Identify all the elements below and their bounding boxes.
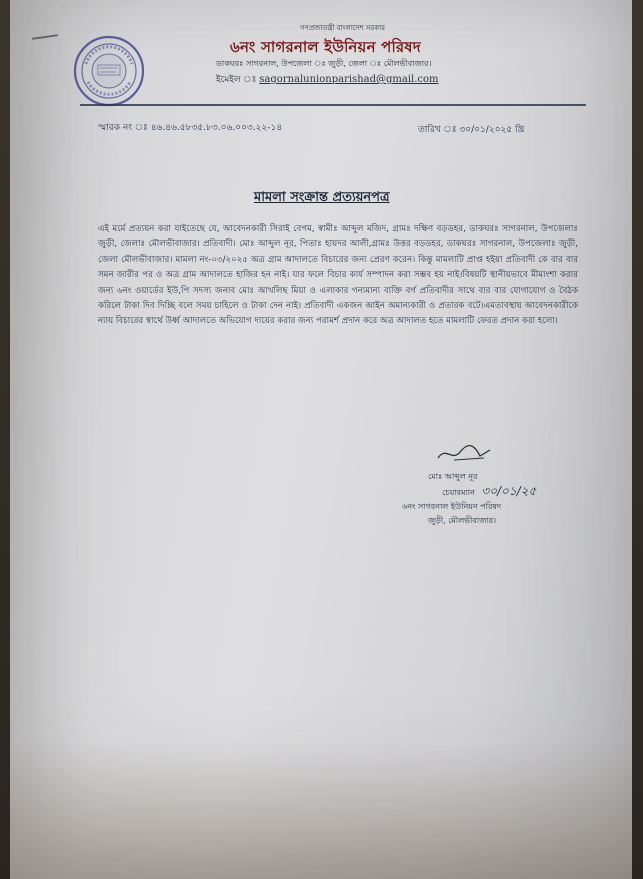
council-name: ৬নং সাগরনাল ইউনিয়ন পরিষদ <box>230 38 421 56</box>
signatory-name: মোঃ আব্দুল নূর <box>428 472 478 481</box>
pen-mark <box>32 34 58 40</box>
email-address: sagornalunionparishad@gmail.com <box>259 74 439 85</box>
signature-scribble <box>434 440 494 466</box>
signatory-designation-line <box>402 484 582 500</box>
signatory-place: জুড়ী, মৌলভীবাজার। <box>428 516 496 525</box>
memo-date: তারিখ ঃ ৩০/০১/২০২৫ খ্রি <box>418 125 525 135</box>
handwritten-date: ৩০/০১/২৫ <box>481 484 537 498</box>
email-label: ইমেইল ঃ <box>216 75 257 85</box>
union-parishad-seal <box>72 34 146 108</box>
memo-number: স্মারক নং ঃ ৪৬.৪৬.৫৮৩৫.৮৩.০৬.০০৩.২২-১৪ <box>98 123 283 133</box>
certificate-page <box>10 0 632 879</box>
email-line <box>216 72 439 87</box>
header-divider <box>80 104 586 106</box>
signature-block <box>402 470 582 528</box>
document-title: মামলা সংক্রান্ত প্রত্যয়নপত্র <box>254 190 390 205</box>
council-address: ডাকঘরঃ সাগরনাল, উপজেলা ঃ জুড়ী, জেলা ঃ মৌলভীবাজার। <box>216 59 432 68</box>
signatory-designation: চেয়ারম্যান <box>442 488 475 497</box>
certificate-body: এই মর্মে প্রত্যয়ন করা যাইতেছে যে, আবেদনকারী সিরাই বেগম, স্বামীঃ আব্দুল মজিদ, গ্রামঃ দক্ষিণ বড়ডহর, ডাকঘরঃ সাগরনাল, উপজেলাঃ জুড়ী, জেলাঃ মৌলভীবাজার। প্রতিবাদী। মোঃ আব্দুল নূর, পিতাঃ হায়দর আলী,গ্রামঃ উত্তর বড়ডহর, ডাকঘরঃ সাগরনাল, উপজেলাঃ জুড়ী, জেলা মৌলভীবাজার। মামলা নং-০৩/২০২৫ অত্র গ্রাম আদালতে বিচারের জন্য প্রেরণ করেন। কিন্তু মামলাটি প্রাপ্ত হইয়া প্রতিবাদী কে বার বার সমন জারীর পর ও অত্র গ্রাম আদালতে হাজির হন নাই। যার ফলে বিচার কার্য সম্পাদন করা সম্ভব হয় নাই।বিষয়টি স্থানীয়ভাবে মীমাংশা করার জন্য ৬নং ওয়ার্ডের ইউ,পি সদস্য জনাব মোঃ আখলিছ মিয়া ও এলাকার গন্যমান্য ব্যক্তি বর্গ প্রতিবাদীর সাথে বার বার যোগাযোগ ও বৈঠক করিলে টাকা দিব দিচ্ছি বলে সময় চাহিলে ও টাকা দেন নাই। প্রতিবাদী একজন আইন অমান্যকারী ও প্রতারক বটে।এমতাবস্থায় আবেদনকারীকে ন্যায় বিচারের স্বার্থে উর্ধ্ব আদালতে অভিযোগ দায়ের করার জন্য পরামর্শ প্রদান করে অত্র আদালত হতে মামলাটি ফেরত প্রদান করা হলো। <box>98 224 578 327</box>
signatory-office: ৬নং সাগরনাল ইউনিয়ন পরিষদ <box>402 502 502 511</box>
government-line: গণপ্রজাতন্ত্রী বাংলাদেশ সরকার <box>300 24 385 32</box>
photo-shadow <box>10 739 632 879</box>
seal-icon <box>72 34 146 108</box>
